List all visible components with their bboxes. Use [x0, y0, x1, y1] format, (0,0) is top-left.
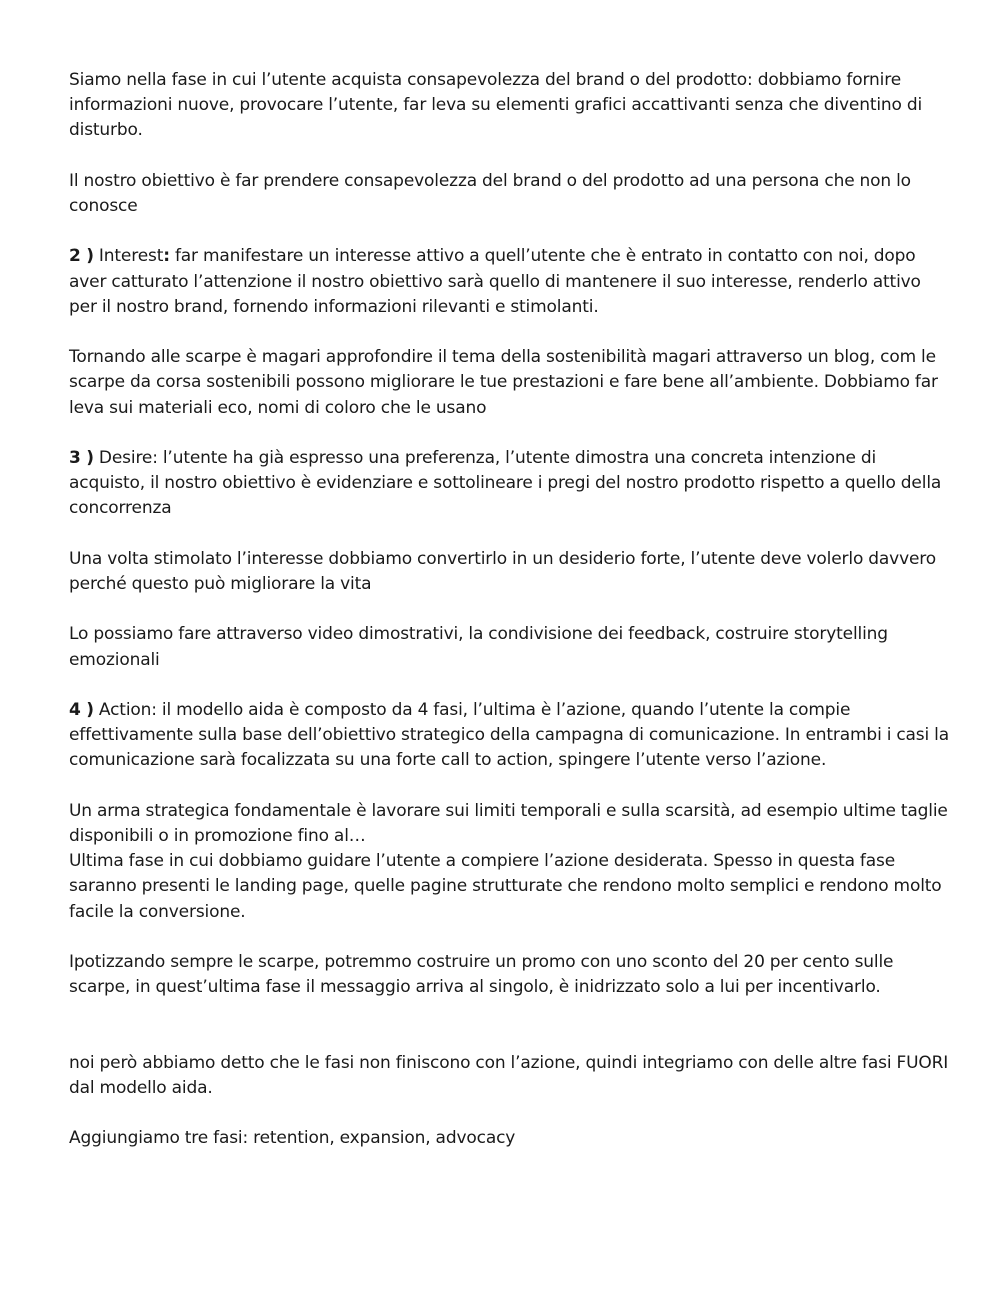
- step-text-interest: far manifestare un interesse attivo a quell’utente che è entrato in contatto con noi, dopo aver catturato l’attenzione il nostro obiettivo sarà quello di mantenere il suo interesse, renderlo attivo per il nostro brand, fornendo informazioni rilevanti e stimolanti.: [69, 246, 921, 317]
- step-text-desire: Desire: l’utente ha già espresso una preferenza, l’utente dimostra una concreta intenzione di acquisto, il nostro obiettivo è evidenziare e sottolineare i pregi del nostro prodotto rispetto a quello della concorrenza: [69, 447, 942, 519]
- paragraph-interest: [69, 244, 949, 320]
- paragraph-shoes-example: Tornando alle scarpe è magari approfondire il tema della sostenibilità magari attraverso un blog, com le scarpe da corsa sostenibili possono migliorare le tue prestazioni e fare bene all’ambiente. Dobbiamo far leva sui materiali eco, nomi di coloro che le usano: [69, 347, 938, 418]
- step-label-interest: Interest: [93, 246, 164, 267]
- step-colon: :: [163, 246, 170, 267]
- paragraph-action: [69, 698, 949, 774]
- paragraph-awareness-goal: Il nostro obiettivo è far prendere consapevolezza del brand o del prodotto ad una persona che non lo conosce: [69, 170, 911, 216]
- step-number-2: 2 ): [69, 246, 94, 267]
- step-number-4: 4 ): [69, 699, 94, 720]
- paragraph-landing-page: Ultima fase in cui dobbiamo guidare l’utente a compiere l’azione desiderata. Spesso in questa fase saranno presenti le landing page, quelle pagine strutturate che rendono molto semplici e rendono molto facile la conversione.: [69, 851, 942, 922]
- paragraph-scarcity: Un arma strategica fondamentale è lavorare sui limiti temporali e sulla scarsità, ad esempio ultime taglie disponibili o in promozione fino al…: [69, 800, 948, 846]
- paragraph-desire-conversion: Una volta stimolato l’interesse dobbiamo convertirlo in un desiderio forte, l’utente deve volerlo davvero perché questo può migliorare la vita: [69, 548, 937, 594]
- document-page: [69, 68, 949, 1152]
- paragraph-awareness-intro: Siamo nella fase in cui l’utente acquista consapevolezza del brand o del prodotto: dobbiamo fornire informazioni nuove, provocare l’utente, far leva su elementi grafici accattivanti senza che diventino di disturbo.: [69, 70, 923, 141]
- paragraph-desire: [69, 446, 949, 522]
- paragraph-extra-phases: Aggiungiamo tre fasi: retention, expansion, advocacy: [69, 1128, 516, 1149]
- paragraph-desire-methods: Lo possiamo fare attraverso video dimostrativi, la condivisione dei feedback, costruire storytelling emozionali: [69, 624, 888, 670]
- paragraph-promo-example: Ipotizzando sempre le scarpe, potremmo costruire un promo con uno sconto del 20 per cento sulle scarpe, in quest’ultima fase il messaggio arriva al singolo, è inidrizzato solo a lui per incentivarlo.: [69, 951, 894, 998]
- paragraph-beyond-aida: noi però abbiamo detto che le fasi non finiscono con l’azione, quindi integriamo con delle altre fasi FUORI dal modello aida.: [69, 1052, 949, 1098]
- step-text-action: Action: il modello aida è composto da 4 fasi, l’ultima è l’azione, quando l’utente la compie effettivamente sulla base dell’obiettivo strategico della campagna di comunicazione. In entrambi i casi la comunicazione sarà focalizzata su una forte call to action, spingere l’utente verso l’azione.: [69, 699, 949, 771]
- step-number-3: 3 ): [69, 447, 94, 468]
